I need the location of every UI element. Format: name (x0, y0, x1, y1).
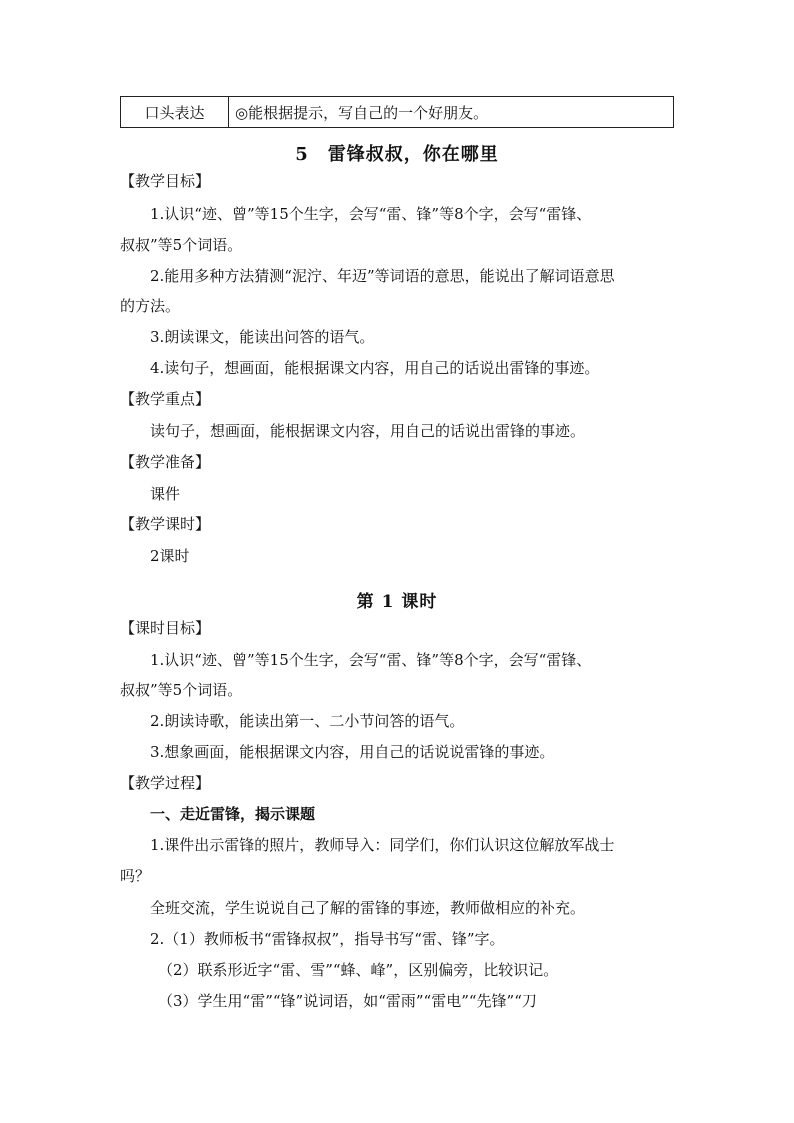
teaching-time-header: 【教学课时】 (120, 515, 211, 533)
goal-1-line-2: 叔叔”等5个词语。 (120, 236, 243, 254)
teaching-prep-header: 【教学准备】 (120, 453, 211, 471)
teaching-process-header: 【教学过程】 (120, 774, 211, 792)
table-cell-skill: 口头表达 (121, 97, 229, 127)
step-1-para-5: （3）学生用“雷”“锋”说词语，如“雷雨”“雷电”“先锋”“刀 (158, 992, 537, 1010)
table-cell-description: ◎能根据提示，写自己的一个好朋友。 (235, 103, 489, 122)
period-goal-3: 3.想象画面，能根据课文内容，用自己的话说说雷锋的事迹。 (150, 743, 555, 761)
step-1-title: 一、走近雷锋，揭示课题 (150, 805, 316, 823)
goal-2-line-1: 2.能用多种方法猜测“泥泞、年迈”等词语的意思，能说出了解词语意思 (150, 267, 615, 285)
goal-3: 3.朗读课文，能读出问答的语气。 (150, 328, 375, 346)
goal-2-line-2: 的方法。 (120, 297, 181, 315)
objective-table-row (120, 96, 674, 128)
teaching-goals-header: 【教学目标】 (120, 172, 211, 190)
step-1-para-1-line-1: 1.课件出示雷锋的照片，教师导入：同学们，你们认识这位解放军战士 (150, 836, 615, 854)
step-1-para-3: 2.（1）教师板书“雷锋叔叔”，指导书写“雷、锋”字。 (150, 930, 505, 948)
goal-4: 4.读句子，想画面，能根据课文内容，用自己的话说出雷锋的事迹。 (150, 359, 600, 377)
period-title: 第 1 课时 (356, 592, 438, 612)
teaching-prep-text: 课件 (150, 485, 181, 503)
step-1-para-2: 全班交流，学生说说自己了解的雷锋的事迹，教师做相应的补充。 (150, 899, 586, 917)
teaching-focus-header: 【教学重点】 (120, 390, 211, 408)
period-goal-2: 2.朗读诗歌，能读出第一、二小节问答的语气。 (150, 712, 465, 730)
period-goal-1-line-1: 1.认识“迹、曾”等15个生字，会写“雷、锋”等8个字，会写“雷锋、 (150, 651, 592, 669)
period-goal-1-line-2: 叔叔”等5个词语。 (120, 681, 243, 699)
teaching-focus-text: 读句子，想画面，能根据课文内容，用自己的话说出雷锋的事迹。 (150, 422, 586, 440)
step-1-para-1-line-2: 吗？ (120, 867, 151, 885)
period-goals-header: 【课时目标】 (120, 619, 211, 637)
teaching-time-text: 2课时 (150, 547, 190, 565)
step-1-para-4: （2）联系形近字“雷、雪”“蜂、峰”，区别偏旁，比较识记。 (158, 961, 559, 979)
lesson-title: 5 雷锋叔叔，你在哪里 (295, 144, 499, 165)
goal-1-line-1: 1.认识“迹、曾”等15个生字，会写“雷、锋”等8个字，会写“雷锋、 (150, 205, 592, 223)
